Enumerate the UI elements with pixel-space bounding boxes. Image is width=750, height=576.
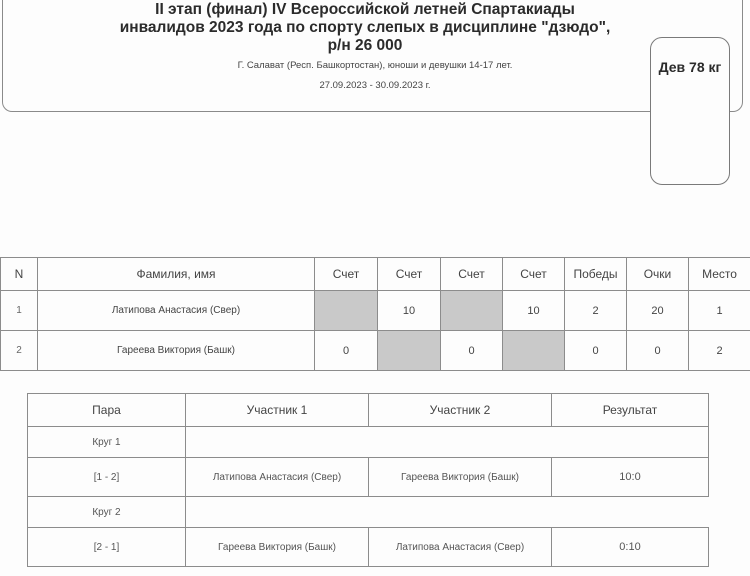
athlete-name: Гареева Виктория (Башк)	[38, 331, 315, 371]
weight-category-box	[650, 37, 730, 185]
col-participant-2: Участник 2	[369, 394, 552, 427]
col-pair: Пара	[28, 394, 186, 427]
title-line-2: инвалидов 2023 года по спорту слепых в дисциплине "дзюдо",	[119, 19, 611, 36]
wins-cell: 2	[565, 291, 627, 331]
pairs-table	[27, 393, 709, 567]
score-cell: 0	[441, 331, 503, 371]
round-spacer	[186, 497, 709, 528]
table-row	[28, 458, 709, 497]
points-cell: 20	[627, 291, 689, 331]
title-line-3: р/н 26 000	[327, 37, 403, 54]
score-cell-blocked	[503, 331, 565, 371]
place-cell: 2	[689, 331, 750, 371]
standings-header-row	[1, 258, 750, 291]
participant-2: Гареева Виктория (Башк)	[369, 458, 552, 497]
score-cell: 10	[378, 291, 441, 331]
col-points: Очки	[627, 258, 689, 291]
round-label: Круг 1	[28, 427, 186, 458]
title-line-1: II этап (финал) IV Всероссийской летней Спартакиады	[155, 1, 575, 18]
event-subtitle: Г. Салават (Респ. Башкортостан), юноши и девушки 14-17 лет.	[237, 60, 513, 71]
pairs-header-row	[28, 394, 709, 427]
round-row	[28, 427, 709, 458]
points-cell: 0	[627, 331, 689, 371]
score-cell-blocked	[441, 291, 503, 331]
weight-category: Дев 78 кг	[658, 59, 722, 75]
standings-table	[0, 257, 750, 371]
page-title	[95, 1, 635, 55]
table-row	[1, 291, 750, 331]
participant-2: Латипова Анастасия (Свер)	[369, 528, 552, 567]
col-n: N	[1, 258, 38, 291]
place-cell: 1	[689, 291, 750, 331]
col-score-3: Счет	[441, 258, 503, 291]
match-result: 10:0	[552, 458, 709, 497]
row-number: 1	[1, 291, 38, 331]
col-score-2: Счет	[378, 258, 441, 291]
participant-1: Латипова Анастасия (Свер)	[186, 458, 369, 497]
col-name: Фамилия, имя	[38, 258, 315, 291]
score-cell-blocked	[378, 331, 441, 371]
pair-label: [1 - 2]	[28, 458, 186, 497]
score-cell: 0	[315, 331, 378, 371]
wins-cell: 0	[565, 331, 627, 371]
participant-1: Гареева Виктория (Башк)	[186, 528, 369, 567]
col-score-4: Счет	[503, 258, 565, 291]
col-result: Результат	[552, 394, 709, 427]
round-spacer	[186, 427, 709, 458]
score-cell: 10	[503, 291, 565, 331]
col-participant-1: Участник 1	[186, 394, 369, 427]
col-place: Место	[689, 258, 750, 291]
col-wins: Победы	[565, 258, 627, 291]
row-number: 2	[1, 331, 38, 371]
round-label: Круг 2	[28, 497, 186, 528]
table-row	[1, 331, 750, 371]
col-score-1: Счет	[315, 258, 378, 291]
table-row	[28, 528, 709, 567]
match-result: 0:10	[552, 528, 709, 567]
round-row	[28, 497, 709, 528]
score-cell-blocked	[315, 291, 378, 331]
athlete-name: Латипова Анастасия (Свер)	[38, 291, 315, 331]
event-dates: 27.09.2023 - 30.09.2023 г.	[319, 80, 431, 91]
pair-label: [2 - 1]	[28, 528, 186, 567]
